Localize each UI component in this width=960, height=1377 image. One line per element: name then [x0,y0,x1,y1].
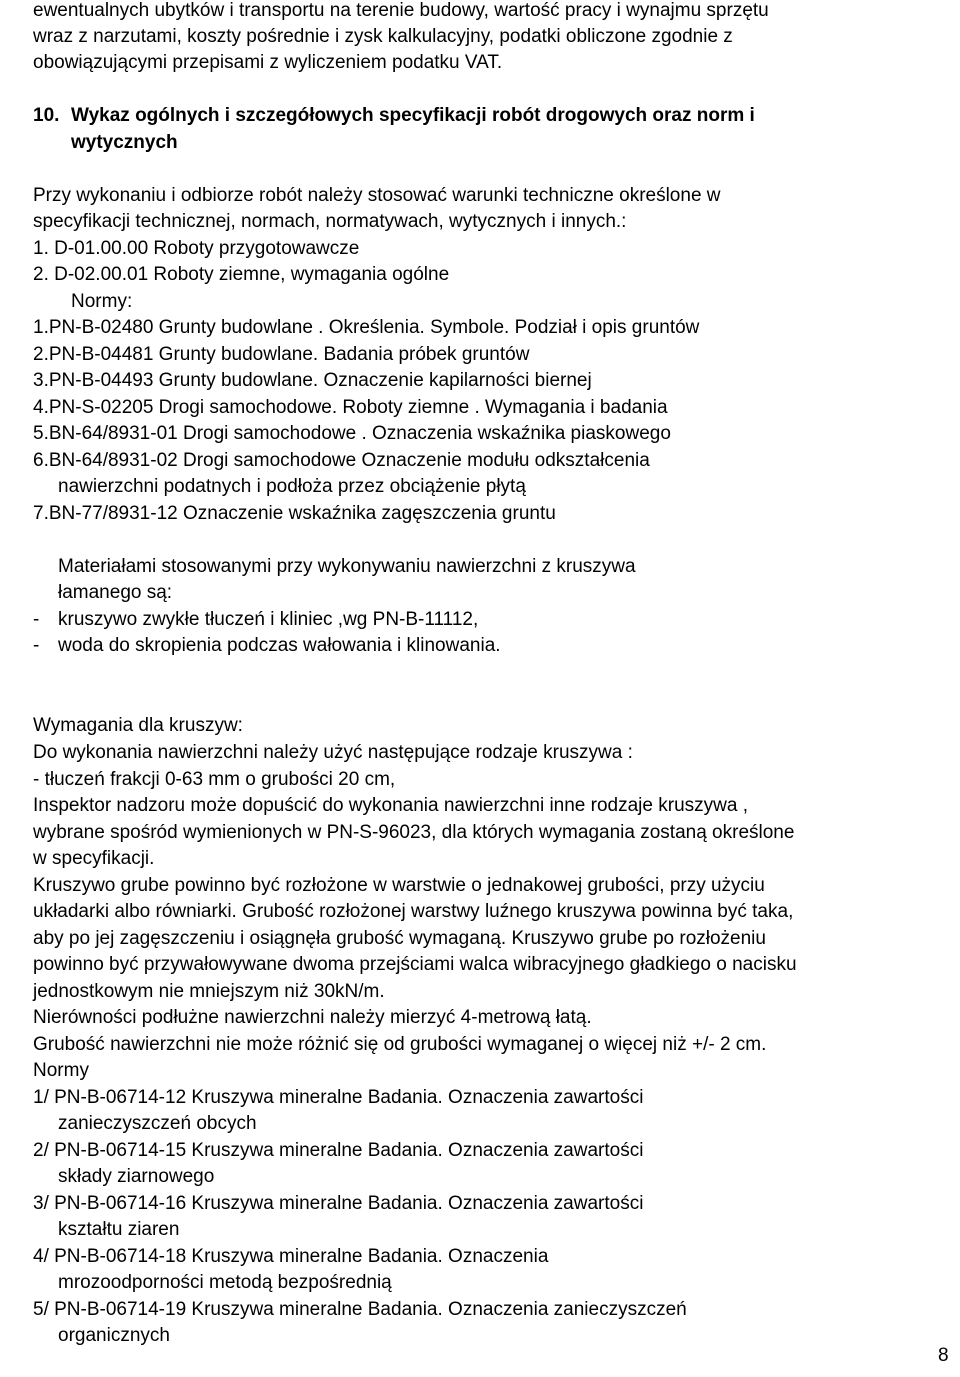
intro-line-2: wraz z narzutami, koszty pośrednie i zysk kalkulacyjny, podatki obliczone zgodnie z [33,26,733,47]
requirements-line: aby po jej zagęszczeniu i osiągnęła grubość wymaganą. Kruszywo grube po rozłożeniu [33,928,766,949]
requirements-line: - tłuczeń frakcji 0-63 mm o grubości 20 cm, [33,769,396,790]
materials-bullet-text: woda do skropienia podczas wałowania i klinowania. [58,635,501,656]
norm-item: 7.BN-77/8931-12 Oznaczenie wskaźnika zagęszczenia gruntu [33,503,556,524]
normy-heading: Normy [33,1060,89,1081]
materials-intro-line-1: Materiałami stosowanymi przy wykonywaniu nawierzchni z kruszywa [58,556,636,577]
requirements-line: Nierówności podłużne nawierzchni należy mierzyć 4-metrową łatą. [33,1007,592,1028]
requirements-line: wybrane spośród wymienionych w PN-S-96023, dla których wymagania zostaną określone [33,822,795,843]
requirements-line: w specyfikacji. [33,848,155,869]
page-number: 8 [938,1345,949,1366]
requirements-line: Inspektor nadzoru może dopuścić do wykonania nawierzchni inne rodzaje kruszywa , [33,795,748,816]
normy-label: Normy: [71,291,133,312]
requirements-line: Do wykonania nawierzchni należy użyć następujące rodzaje kruszywa : [33,742,633,763]
intro-line-1: ewentualnych ubytków i transportu na terenie budowy, wartość pracy i wynajmu sprzętu [33,0,769,21]
aggregate-norm-continuation: kształtu ziaren [58,1219,180,1240]
norm-item: 2.PN-B-04481 Grunty budowlane. Badania próbek gruntów [33,344,530,365]
section-number: 10. [33,105,60,126]
section-title-line-1: Wykaz ogólnych i szczegółowych specyfikacji robót drogowych oraz norm i [71,105,755,126]
norm-item: 6.BN-64/8931-02 Drogi samochodowe Oznaczenie modułu odkształcenia [33,450,650,471]
section-title-line-2: wytycznych [71,132,178,153]
conditions-line-2: specyfikacji technicznej, normach, normatywach, wytycznych i innych.: [33,211,627,232]
norm-item: 4.PN-S-02205 Drogi samochodowe. Roboty ziemne . Wymagania i badania [33,397,668,418]
norm-item: 3.PN-B-04493 Grunty budowlane. Oznaczenie kapilarności biernej [33,370,592,391]
aggregate-norm-continuation: mrozoodporności metodą bezpośrednią [58,1272,392,1293]
aggregate-norm-continuation: zanieczyszczeń obcych [58,1113,257,1134]
requirements-heading: Wymagania dla kruszyw: [33,715,243,736]
norm-item: 1.PN-B-02480 Grunty budowlane . Określenia. Symbole. Podział i opis gruntów [33,317,700,338]
intro-line-3: obowiązującymi przepisami z wyliczeniem podatku VAT. [33,52,503,73]
aggregate-norm-item: 2/ PN-B-06714-15 Kruszywa mineralne Badania. Oznaczenia zawartości [33,1140,644,1161]
materials-bullet-dash: - [33,635,40,656]
materials-bullet-text: kruszywo zwykłe tłuczeń i kliniec ,wg PN-B-11112, [58,609,479,630]
requirements-line: jednostkowym nie mniejszym niż 30kN/m. [33,981,385,1002]
requirements-line: układarki albo równiarki. Grubość rozłożonej warstwy luźnego kruszywa powinna być taka, [33,901,794,922]
norm-item-continuation: nawierzchni podatnych i podłoża przez obciążenie płytą [58,476,526,497]
aggregate-norm-item: 3/ PN-B-06714-16 Kruszywa mineralne Badania. Oznaczenia zawartości [33,1193,644,1214]
norm-item: 5.BN-64/8931-01 Drogi samochodowe . Oznaczenia wskaźnika piaskowego [33,423,671,444]
spec-item: 2. D-02.00.01 Roboty ziemne, wymagania ogólne [33,264,450,285]
materials-bullet-dash: - [33,609,40,630]
spec-item: 1. D-01.00.00 Roboty przygotowawcze [33,238,360,259]
aggregate-norm-continuation: składy ziarnowego [58,1166,215,1187]
requirements-line: Kruszywo grube powinno być rozłożone w warstwie o jednakowej grubości, przy użyciu [33,875,765,896]
requirements-line: Grubość nawierzchni nie może różnić się od grubości wymaganej o więcej niż +/- 2 cm. [33,1034,767,1055]
aggregate-norm-item: 5/ PN-B-06714-19 Kruszywa mineralne Badania. Oznaczenia zanieczyszczeń [33,1299,687,1320]
requirements-line: powinno być przywałowywane dwoma przejściami walca wibracyjnego gładkiego o nacisku [33,954,797,975]
aggregate-norm-item: 1/ PN-B-06714-12 Kruszywa mineralne Badania. Oznaczenia zawartości [33,1087,644,1108]
conditions-line-1: Przy wykonaniu i odbiorze robót należy stosować warunki techniczne określone w [33,185,721,206]
aggregate-norm-item: 4/ PN-B-06714-18 Kruszywa mineralne Badania. Oznaczenia [33,1246,549,1267]
aggregate-norm-continuation: organicznych [58,1325,170,1346]
materials-intro-line-2: łamanego są: [58,582,173,603]
